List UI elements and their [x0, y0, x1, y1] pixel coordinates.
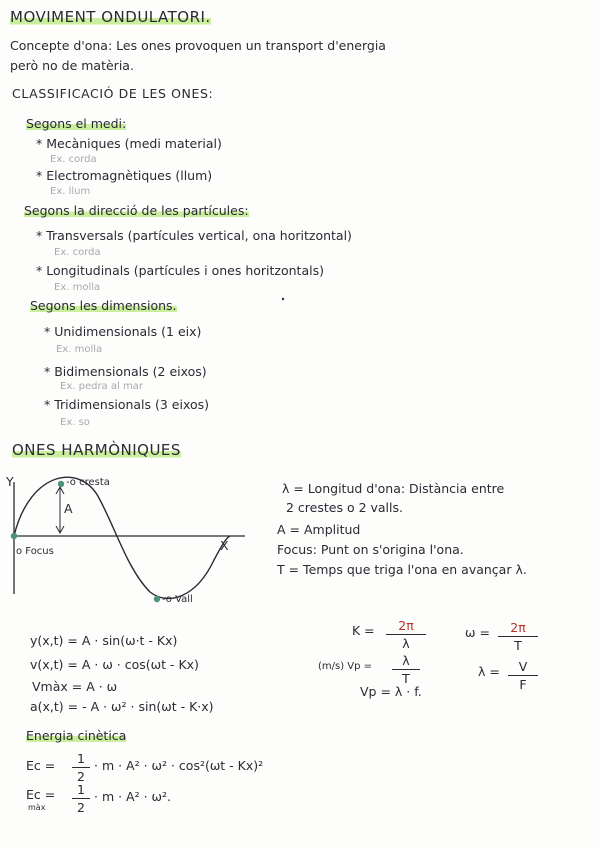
definition-wavelength: λ = Longitud d'ona: Distància entre: [282, 481, 505, 496]
ecmax-expression: · m · A² · ω².: [94, 789, 171, 804]
item-three-dimensional: * Tridimensionals (3 eixos): [44, 397, 210, 412]
definition-wavelength-cont: 2 crestes o 2 valls.: [286, 500, 403, 515]
example-one-dimensional: Ex. molla: [56, 344, 103, 355]
graph-y-label: Y: [6, 474, 14, 489]
trough-label: -o Vall: [162, 594, 193, 605]
equation-acceleration: a(x,t) = - A · ω² · sin(ωt - K·x): [30, 699, 214, 714]
group-heading-dimensions: Segons les dimensions.: [30, 298, 177, 313]
ec-expression: · m · A² · ω² · cos²(ωt - Kx)²: [94, 758, 264, 773]
concept-line-1: Concepte d'ona: Les ones provoquen un transport d'energia: [10, 38, 386, 53]
ecmax-lhs: Ec =: [26, 787, 56, 802]
harmonic-heading: ONES HARMÒNIQUES: [12, 441, 181, 459]
item-mechanical: * Mecàniques (medi material): [36, 136, 222, 151]
concept-line-2: però no de matèria.: [10, 58, 134, 73]
group-heading-medium: Segons el medi:: [26, 116, 127, 131]
focus-point: [11, 533, 17, 539]
omega-fraction: $\frac{2\pi}{T}$: [498, 620, 538, 653]
lambda-lhs: λ =: [478, 664, 500, 679]
definition-focus: Focus: Punt on s'origina l'ona.: [277, 542, 464, 557]
vp-product: Vp = λ · f.: [360, 684, 422, 699]
ec-lhs: Ec =: [26, 758, 56, 773]
focus-label: o Focus: [16, 546, 54, 557]
ecmax-fraction: $\frac{1}{2}$: [72, 782, 90, 815]
k-lhs: K =: [352, 623, 375, 638]
example-mechanical: Ex. corda: [50, 154, 97, 165]
example-electromagnetic: Ex. llum: [50, 186, 91, 197]
equation-vmax: Vmàx = A · ω: [32, 679, 118, 694]
graph-x-label: X: [220, 538, 229, 553]
kinetic-heading: Energia cinètica: [26, 728, 127, 743]
item-one-dimensional: * Unidimensionals (1 eix): [44, 324, 202, 339]
trough-point: [154, 596, 160, 602]
equation-position: y(x,t) = A · sin(ω·t - Kx): [30, 633, 178, 648]
definition-amplitude: A = Amplitud: [277, 522, 361, 537]
k-fraction: $\frac{2\pi}{\lambda}$: [386, 618, 426, 651]
vp-lhs: (m/s) Vp =: [318, 661, 373, 672]
example-three-dimensional: Ex. so: [60, 417, 90, 428]
lambda-fraction: $\frac{V}{F}$: [508, 659, 538, 692]
group-heading-direction: Segons la direcció de les partícules:: [24, 203, 249, 218]
definition-period: T = Temps que triga l'ona en avançar λ.: [277, 562, 527, 577]
example-longitudinal: Ex. molla: [54, 282, 101, 293]
ecmax-subscript: màx: [28, 803, 46, 812]
example-two-dimensional: Ex. pedra al mar: [60, 381, 143, 392]
item-longitudinal: * Longitudinals (partícules i ones horitzontals): [36, 263, 324, 278]
equation-velocity: v(x,t) = A · ω · cos(ωt - Kx): [30, 657, 199, 672]
crest-label: -o cresta: [66, 477, 110, 488]
sine-wave: [14, 477, 230, 598]
amplitude-label: A: [64, 501, 73, 516]
item-two-dimensional: * Bidimensionals (2 eixos): [44, 364, 207, 379]
page-title: MOVIMENT ONDULATORI.: [10, 8, 211, 26]
crest-point: [58, 481, 64, 487]
classification-heading: CLASSIFICACIÓ DE LES ONES:: [12, 86, 214, 101]
item-transversal: * Transversals (partícules vertical, ona horitzontal): [36, 228, 352, 243]
ec-fraction: $\frac{1}{2}$: [72, 751, 90, 784]
example-transversal: Ex. corda: [54, 247, 101, 258]
omega-lhs: ω =: [465, 625, 490, 640]
vp-fraction: $\frac{\lambda}{T}$: [392, 653, 420, 686]
item-electromagnetic: * Electromagnètiques (llum): [36, 168, 213, 183]
